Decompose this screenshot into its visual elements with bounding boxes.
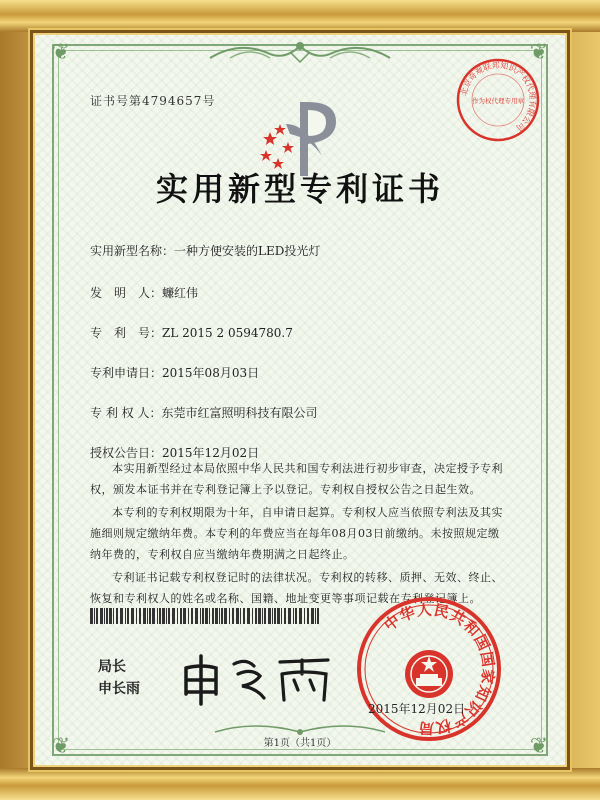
corner-ornament-icon: ❦ bbox=[51, 734, 71, 759]
field-value: 2015年12月02日 bbox=[162, 446, 260, 460]
field-label: 专 利 权 人： bbox=[90, 406, 162, 420]
director-name: 申长雨 bbox=[98, 681, 140, 697]
frame-bottom-edge bbox=[0, 768, 600, 800]
page-number: 第1页（共1页） bbox=[263, 738, 337, 749]
field-value: 一种方便安装的LED投光灯 bbox=[174, 244, 321, 258]
director-title: 局长 bbox=[98, 659, 126, 675]
field-value: ZL 2015 2 0594780.7 bbox=[162, 326, 293, 340]
field-label: 发 明 人： bbox=[90, 286, 163, 300]
frame-inner-edge bbox=[30, 30, 570, 770]
field-value: 东莞市红富照明科技有限公司 bbox=[161, 406, 318, 420]
paragraph-term-notice: 本专利的专利权期限为十年，自申请日起算。专利权人应当依照专利法及其实施细则规定缴纳年费。本专利的年费应当在每年08月03日前缴纳。未按照规定缴纳年费的，专利权自应当缴纳年费期满之日起终止。 bbox=[90, 506, 503, 561]
corner-ornament-icon: ❦ bbox=[529, 40, 549, 65]
agency-stamp-center-text: 作为权代理专用章 bbox=[472, 97, 524, 105]
paragraph-legal-status: 专利证书记载专利权登记时的法律状况。专利权的转移、质押、无效、终止、恢复和专利权人的姓名或名称、国籍、地址变更等事项记载在专利登记簿上。 bbox=[90, 571, 503, 605]
page-title: 实用新型专利证书 bbox=[155, 170, 444, 208]
paragraph-grant-notice: 本实用新型经过本局依照中华人民共和国专利法进行初步审查，决定授予专利权，颁发本证书并在专利登记簿上予以登记。专利权自授权公告之日起生效。 bbox=[90, 462, 503, 496]
seal-ring-text: 中华人民共和国国家知识产权局 bbox=[380, 600, 498, 738]
corner-ornament-icon: ❦ bbox=[51, 40, 71, 65]
frame-top-edge bbox=[0, 0, 600, 32]
field-label: 专 利 号： bbox=[90, 326, 163, 340]
corner-ornament-icon: ❦ bbox=[529, 734, 549, 759]
field-value: 蠊红伟 bbox=[162, 286, 199, 300]
agency-stamp-ring-text: 北京奇观联邦知识产权代理有限公司 bbox=[459, 60, 538, 133]
field-label: 专利申请日： bbox=[90, 366, 163, 380]
certificate-number: 证书号第4794657号 bbox=[90, 94, 216, 108]
field-value: 2015年08月03日 bbox=[162, 366, 260, 380]
field-label: 授权公告日： bbox=[90, 446, 163, 460]
issue-date: 2015年12月02日 bbox=[368, 702, 466, 716]
field-label: 实用新型名称： bbox=[90, 244, 175, 258]
